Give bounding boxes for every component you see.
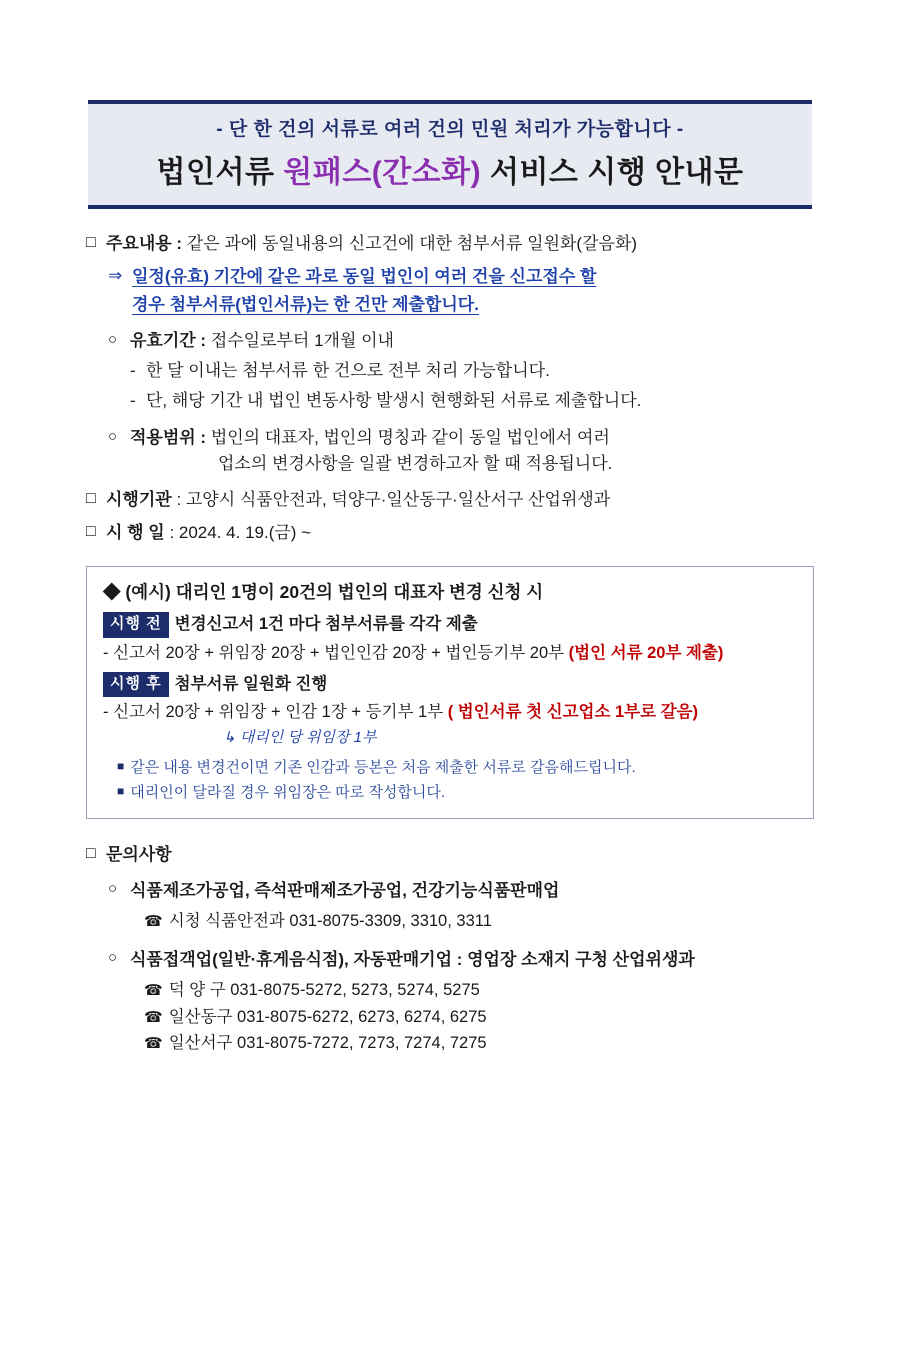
phone-icon: ☎ — [144, 1035, 163, 1053]
contact-group-2-tel-1 — [144, 977, 814, 1003]
summary-text: 같은 과에 동일내용의 신고건에 대한 첨부서류 일원화(갈음화) — [186, 234, 638, 253]
scope-block — [130, 425, 612, 478]
validity-text: 접수일로부터 1개월 이내 — [210, 330, 394, 350]
arrow-emphasis-block — [132, 263, 752, 317]
example-before-detail — [103, 641, 797, 666]
after-tag-badge: 시행 후 — [103, 672, 169, 698]
validity-line — [130, 328, 394, 354]
banner-title-part1: 법인서류 — [156, 156, 284, 189]
document-page — [0, 100, 900, 1372]
scope-first-line — [130, 428, 610, 447]
example-after-detail — [103, 700, 797, 725]
organization-text: : 고양시 식품안전과, 덕양구·일산동구·일산서구 산업위생과 — [176, 490, 611, 510]
summary-line — [106, 231, 637, 257]
arrow-line-2: 경우 첨부서류(법인서류)는 한 건만 제출합니다. — [132, 294, 479, 314]
banner-title-highlight: 원패스(간소화) — [283, 156, 482, 189]
circle-bullet-icon: ○ — [108, 330, 118, 348]
organization-line — [106, 487, 610, 513]
example-note-1 — [117, 757, 797, 780]
contact-group-1-title: 식품제조가공업, 즉석판매제조가공업, 건강기능식품판매업 — [130, 880, 560, 900]
contact-group-1-tel-text: 시청 식품안전과 031-8075-3309, 3310, 3311 — [168, 911, 492, 930]
banner-title — [88, 147, 812, 191]
square-bullet-icon: □ — [86, 522, 96, 540]
example-before-head-row — [103, 612, 797, 638]
example-after-line: - 신고서 20장 + 위임장 + 인감 1장 + 등기부 1부 — [103, 703, 448, 722]
example-before-line: - 신고서 20장 + 위임장 20장 + 법인인감 20장 + 법인등기부 20부 — [103, 643, 569, 662]
main-item-arrow — [86, 263, 814, 317]
validity-label: 유효기간 : — [130, 330, 207, 350]
small-square-icon: ■ — [117, 783, 125, 798]
circle-bullet-icon: ○ — [108, 427, 118, 445]
main-item-scope — [86, 425, 814, 478]
example-after-head-row — [103, 672, 797, 698]
date-label: 시 행 일 — [106, 522, 165, 542]
phone-icon: ☎ — [144, 912, 163, 930]
contact-heading: 문의사항 — [106, 845, 172, 865]
main-item-summary — [86, 231, 814, 257]
example-note-2-text: 대리인이 달라질 경우 위임장은 따로 작성합니다. — [130, 783, 446, 801]
dash-bullet-icon: - — [130, 361, 136, 381]
small-square-icon: ■ — [117, 759, 125, 774]
validity-detail-1 — [86, 358, 814, 384]
scope-line-2: 업소의 변경사항을 일괄 변경하고자 할 때 적용됩니다. — [218, 454, 613, 474]
summary-label: 주요내용 : — [106, 234, 183, 253]
example-after-subnote: ↳ 대리인 당 위임장 1부 — [223, 728, 377, 746]
circle-bullet-icon: ○ — [108, 949, 118, 967]
main-item-validity — [86, 328, 814, 354]
main-item-organization — [86, 487, 814, 513]
arrow-bullet-icon: ⇒ — [108, 266, 123, 286]
phone-icon: ☎ — [144, 982, 163, 1000]
example-after-head: 첨부서류 일원화 진행 — [174, 674, 328, 693]
square-bullet-icon: □ — [86, 845, 96, 863]
arrow-line-1: 일정(유효) 기간에 같은 과로 동일 법인이 여러 건을 신고접수 할 — [132, 267, 597, 287]
banner-title-part2: 서비스 시행 안내문 — [481, 156, 744, 189]
contact-group-2 — [86, 946, 814, 973]
date-text: : 2024. 4. 19.(금) ~ — [169, 522, 312, 542]
contact-group-2-tel-2-text: 일산동구 031-8075-6272, 6273, 6274, 6275 — [168, 1007, 487, 1026]
square-bullet-icon: □ — [86, 490, 96, 508]
validity-detail-2 — [86, 388, 814, 414]
contact-group-2-tel-1-text: 덕 양 구 031-8075-5272, 5273, 5274, 5275 — [168, 981, 480, 1000]
circle-bullet-icon: ○ — [108, 879, 118, 897]
contact-group-1-tel — [144, 908, 814, 934]
example-note-2 — [117, 782, 797, 805]
before-tag-badge: 시행 전 — [103, 612, 169, 638]
example-after-line-red: ( 법인서류 첫 신고업소 1부로 갈음) — [447, 703, 698, 722]
example-before-head: 변경신고서 1건 마다 첨부서류를 각각 제출 — [174, 615, 478, 634]
organization-label: 시행기관 — [106, 490, 172, 510]
contact-heading-row — [86, 841, 814, 868]
main-item-date — [86, 520, 814, 546]
contact-group-2-title: 식품접객업(일반·휴게음식점), 자동판매기업 : 영업장 소재지 구청 산업위생과 — [130, 950, 695, 970]
example-box — [86, 566, 814, 819]
arrow-line-1-wrap — [132, 263, 752, 290]
validity-detail-2-text: 단, 해당 기간 내 법인 변동사항 발생시 현행화된 서류로 제출합니다. — [146, 391, 642, 411]
header-banner — [88, 100, 812, 209]
example-note-1-text: 같은 내용 변경건이면 기존 인감과 등본은 처음 제출한 서류로 갈음해드립니다. — [130, 759, 636, 777]
dash-bullet-icon: - — [130, 391, 136, 411]
example-title: ◆ (예시) 대리인 1명이 20건의 법인의 대표자 변경 신청 시 — [103, 582, 544, 603]
square-bullet-icon: □ — [86, 234, 96, 251]
phone-icon: ☎ — [144, 1008, 163, 1026]
scope-line-1: 법인의 대표자, 법인의 명칭과 같이 동일 법인에서 여러 — [210, 427, 610, 447]
contact-group-2-tel-3 — [144, 1030, 814, 1056]
example-before-line-red: (법인 서류 20부 제출) — [568, 643, 724, 662]
banner-subtitle: - 단 한 건의 서류로 여러 건의 민원 처리가 가능합니다 - — [216, 119, 684, 140]
date-line — [106, 520, 311, 546]
contact-group-2-tel-2 — [144, 1004, 814, 1030]
contact-section — [86, 841, 814, 1056]
contact-group-2-tel-3-text: 일산서구 031-8075-7272, 7273, 7274, 7275 — [168, 1034, 487, 1053]
contact-group-1 — [86, 877, 814, 904]
scope-label: 적용범위 : — [130, 427, 207, 447]
main-content — [86, 231, 814, 546]
validity-detail-1-text: 한 달 이내는 첨부서류 한 건으로 전부 처리 가능합니다. — [146, 361, 550, 381]
